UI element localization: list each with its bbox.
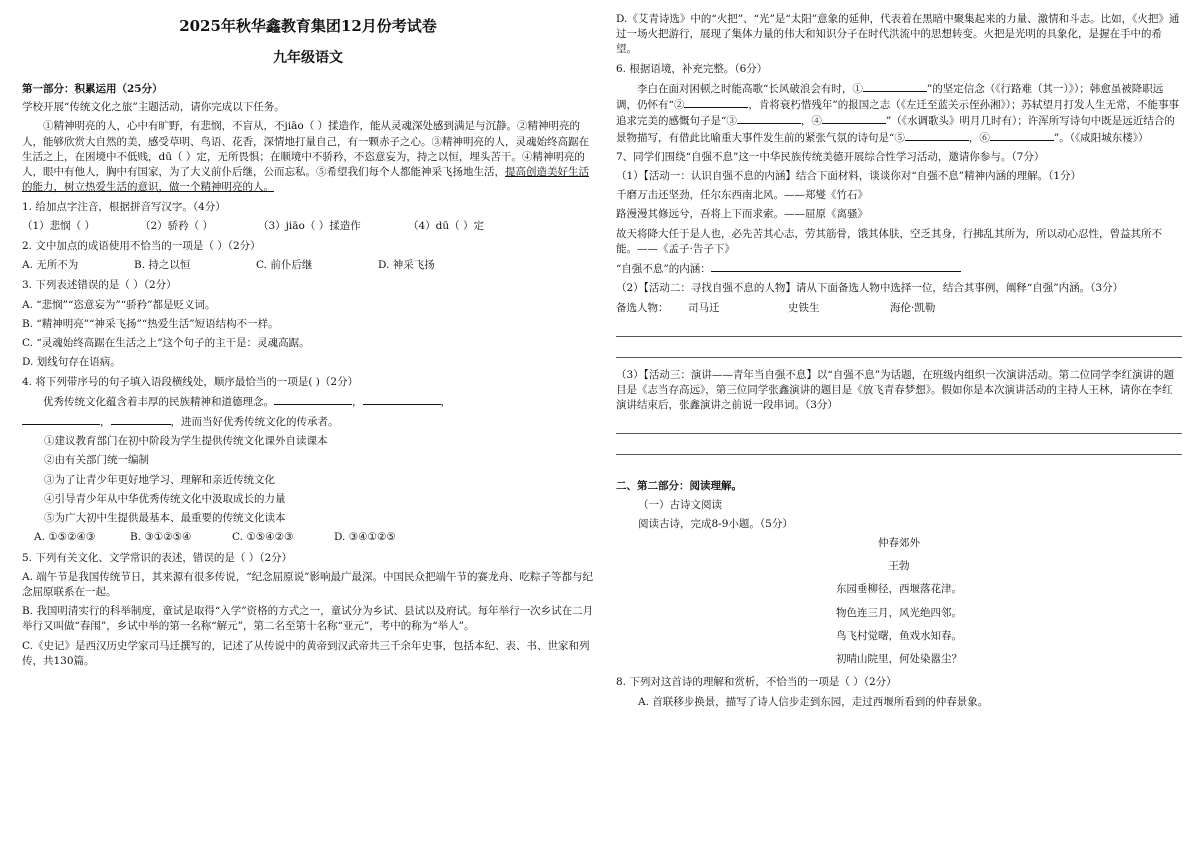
q3-option: A. “悲悯”“恣意妄为”“骄矜”都是贬义词。: [22, 298, 216, 311]
exam-subtitle: 九年级语文: [273, 49, 343, 66]
q6-segment: ，④: [800, 115, 822, 128]
q8-option: A. 首联移步换景，描写了诗人信步走到东园，走过西堰所看到的仲春景象。: [638, 695, 989, 708]
q4-item: ④引导青少年从中华优秀传统文化中汲取成长的力量: [44, 492, 286, 505]
q2-option: C. 前仆后继: [256, 259, 313, 272]
q6-segment: 李白在面对困顿之时能高歌“长风破浪会有时，①: [637, 82, 863, 95]
poem-line: 东园垂柳径，西堰落花津。: [836, 583, 962, 596]
q2-options: [22, 258, 594, 273]
q7-activity3: （3）【活动三：演讲——青年当自强不息】以“自强不息”为话题，在班级内组织一次演讲活动。第二位同学李红演讲的题目是《志当存高远》，第三位同学张鑫演讲的题目是《放飞青春梦想》。假如你是本次演讲活动的主持人王林，请你在李红演讲结束后，张鑫演讲之前说一段串词。（3分）: [616, 368, 1175, 412]
part2-intro: 阅读古诗，完成8-9小题。（5分）: [638, 517, 793, 530]
part2-subtitle: （一）古诗文阅读: [638, 498, 722, 511]
answer-blank[interactable]: [22, 414, 100, 425]
q1-item: （4）dū（ ）定: [408, 219, 485, 232]
q1-item: （1）悲悯（ ）: [22, 219, 96, 232]
answer-line[interactable]: [616, 322, 1182, 337]
q7-material: 路漫漫其修远兮，吾将上下而求索。——屈原《离骚》: [616, 208, 868, 221]
exam-title: 2025年秋华鑫教育集团12月份考试卷: [179, 17, 437, 35]
q4-item: ②由有关部门统一编制: [44, 454, 149, 467]
answer-blank[interactable]: [990, 130, 1054, 141]
q4-options: [22, 530, 594, 545]
q2-option: B. 持之以恒: [134, 259, 191, 272]
q4-text-cont: ， ，进而当好优秀传统文化的传承者。: [22, 414, 594, 430]
poem-line: 物色连三月，风光绝四邻。: [836, 606, 962, 619]
q4-stem: 4. 将下列带序号的句子填入语段横线处，顺序最恰当的一项是( )（2分）: [22, 375, 359, 388]
q8-stem: 8. 下列对这首诗的理解和赏析，不恰当的一项是（ ）（2分）: [616, 676, 897, 689]
q4-option: C. ①⑤④②③: [232, 531, 294, 544]
q4-text1: 优秀传统文化蕴含着丰厚的民族精神和道德理念。: [43, 395, 274, 408]
q3-option: D. 划线句存在语病。: [22, 356, 121, 369]
q7-activity1: （1）【活动一：认识自强不息的内涵】结合下面材料，谈谈你对“自强不息”精神内涵的理解。（1分）: [616, 169, 1082, 182]
q1-item: （3）jiāo（ ）揉造作: [258, 219, 361, 232]
q1-item: （2）骄矜（ ）: [140, 219, 214, 232]
answer-blank[interactable]: [363, 394, 441, 405]
q5-option-d: D.《艾青诗选》中的“火把”、“光”是“太阳”意象的延伸，代表着在黑暗中聚集起来的力量、激情和斗志。比如，《火把》通过一场火把游行，展现了集体力量的伟大和知识分子在时代洪流中的思想转变。火把是光明的具象化，是握在手中的希望。: [616, 13, 1180, 56]
q6-segment: ，肯将衰朽惜残年”的报国之志（《左迁至蓝关示侄孙湘》）；苏轼望月打发人生无常，不能事事追求完美的感慨句子是“③: [616, 99, 1179, 128]
q7-answer-label: “自强不息”的内涵：: [616, 263, 711, 276]
answer-blank[interactable]: [274, 394, 352, 405]
q4-text2: ，进而当好优秀传统文化的传承者。: [170, 415, 339, 428]
q6-segment: ”的坚定信念（《行路难（其一）》）；韩愈虽被降职远调，仍怀有“②: [616, 82, 1164, 112]
poem-line: 初晴山院里，何处染嚣尘？: [836, 653, 962, 666]
q3-option: B. “精神明亮”“神采飞扬”“热爱生活”短语结构不一样。: [22, 317, 279, 330]
answer-blank[interactable]: [863, 81, 927, 92]
q2-stem: 2. 文中加点的成语使用不恰当的一项是（ ）（2分）: [22, 240, 261, 253]
intro-text: 学校开展“传统文化之旅”主题活动，请你完成以下任务。: [22, 101, 285, 114]
q7-answer-prompt: [616, 261, 1182, 277]
right-column: [616, 12, 1182, 714]
poem-title: 仲春郊外: [878, 537, 920, 550]
passage-text: ①精神明亮的人，心中有旷野，有悲悯，不盲从，不jiāo（ ）揉造作，能从灵魂深处感到满足与沉静。②精神明亮的人，能够欣赏大自然的美，感受草明、鸟语、花香，深情地打量自己，有一颗赤子之心。③精神明亮的人，灵魂始终高踞在生活之上，在困境中不低贱，dū（ ）定，无所畏惧；在顺境中不骄矜，不恣意妄为，持之以恒，埋头苦干。④精神明亮的人，眼中有他人，胸中有国家，为了大义前仆后继，公而忘私。⑤希望我们每个人都能神采飞扬地生活，: [22, 120, 589, 179]
answer-blank[interactable]: [111, 414, 171, 425]
answer-blank[interactable]: [905, 130, 969, 141]
q4-item: ①建议教育部门在初中阶段为学生提供传统文化课外自读课本: [44, 435, 328, 448]
candidate-name: 史铁生: [788, 301, 820, 314]
q7-material: 故天将降大任于是人也，必先苦其心志，劳其筋骨，饿其体肤，空乏其身，行拂乱其所为，所以动心忍性，曾益其所不能。——《孟子·告子下》: [616, 227, 1162, 255]
q4-item: ⑤为广大初中生提供最基本、最重要的传统文化读本: [44, 512, 286, 525]
q4-item: ③为了让青少年更好地学习、理解和亲近传统文化: [44, 473, 275, 486]
q2-option: A. 无所不为: [22, 259, 79, 272]
q5-option: A. 端午节是我国传统节日，其来源有很多传说，“纪念屈原说”影响最广最深。中国民众把端午节的赛龙舟、吃粽子等都与纪念屈原联系在一起。: [22, 570, 593, 598]
q1-stem: 1. 给加点字注音，根据拼音写汉字。（4分）: [22, 200, 226, 213]
answer-blank[interactable]: [711, 261, 961, 272]
left-column: [22, 12, 594, 673]
q3-stem: 3. 下列表述错误的是（ ）（2分）: [22, 279, 177, 292]
q4-option: B. ③①②⑤④: [130, 531, 192, 544]
q4-option: D. ③④①②⑤: [334, 531, 396, 544]
answer-line[interactable]: [616, 343, 1182, 358]
poem-line: 鸟飞村觉曙，鱼戏水知春。: [836, 629, 962, 642]
answer-line[interactable]: [616, 419, 1182, 434]
answer-line[interactable]: [616, 440, 1182, 455]
part1-title: 第一部分：积累运用（25分）: [22, 83, 163, 96]
q2-option: D. 神采飞扬: [378, 259, 435, 272]
underlined-sentence: 提高创造美好生活的能力，树立热爱生活的意识，做一个精神明亮的人。: [22, 166, 589, 194]
candidates-label: 备选人物：: [616, 301, 669, 314]
q1-items: [22, 219, 594, 234]
q4-text: 优秀传统文化蕴含着丰厚的民族精神和道德理念。 ， ，: [43, 395, 451, 408]
q7-stem: 7、同学们围绕“自强不息”这一中华民族传统美德开展综合性学习活动，邀请你参与。（7分）: [616, 150, 1045, 163]
q6-segment: ”（《水调歌头》明月几时有）；许浑所写诗句中既是远近结合的景物描写，有借此比喻重大事件发生前的紧张气氛的诗句是“⑤: [616, 115, 1175, 144]
answer-blank[interactable]: [737, 113, 801, 124]
candidate-name: 海伦·凯勒: [890, 301, 936, 314]
answer-blank[interactable]: [822, 113, 886, 124]
q4-option: A. ①⑤②④③: [34, 531, 96, 544]
q5-option: C.《史记》是西汉历史学家司马迁撰写的，记述了从传说中的黄帝到汉武帝共三千余年史事，包括本纪、表、书、世家和列传，共130篇。: [22, 639, 590, 667]
q5-stem: 5. 下列有关文化、文学常识的表述，错误的是（ ）（2分）: [22, 551, 293, 564]
poem-author: 王勃: [888, 560, 910, 573]
q6-text: [616, 81, 1182, 146]
q6-segment: ”。（《咸阳城东楼》）: [1053, 131, 1149, 144]
q3-option: C. “灵魂始终高踞在生活之上”这个句子的主干是：灵魂高踞。: [22, 337, 310, 350]
candidate-name: 司马迁: [688, 301, 720, 314]
passage-paragraph: [22, 119, 594, 195]
candidates-row: [616, 301, 1182, 316]
q6-segment: ，⑥: [968, 131, 990, 144]
q7-activity2: （2）【活动二：寻找自强不息的人物】请从下面备选人物中选择一位，结合其事例，阐释“自强”内涵。（3分）: [616, 282, 1124, 295]
answer-blank[interactable]: [684, 97, 748, 108]
q7-material: 千磨万击还坚劲，任尔东西南北风。——郑燮《竹石》: [616, 189, 868, 202]
part2-title: 二、第二部分：阅读理解。: [616, 480, 742, 493]
q6-stem: 6. 根据语境，补充完整。（6分）: [616, 62, 768, 75]
q5-option: B. 我国明清实行的科举制度，童试是取得“入学”资格的方式之一，童试分为乡试、县试以及府试。每年举行一次乡试在二月举行又叫做“春闱”，乡试中举的第一名称“解元”，第二名至第十名称“亚元”，考中的称为“举人”。: [22, 605, 594, 633]
